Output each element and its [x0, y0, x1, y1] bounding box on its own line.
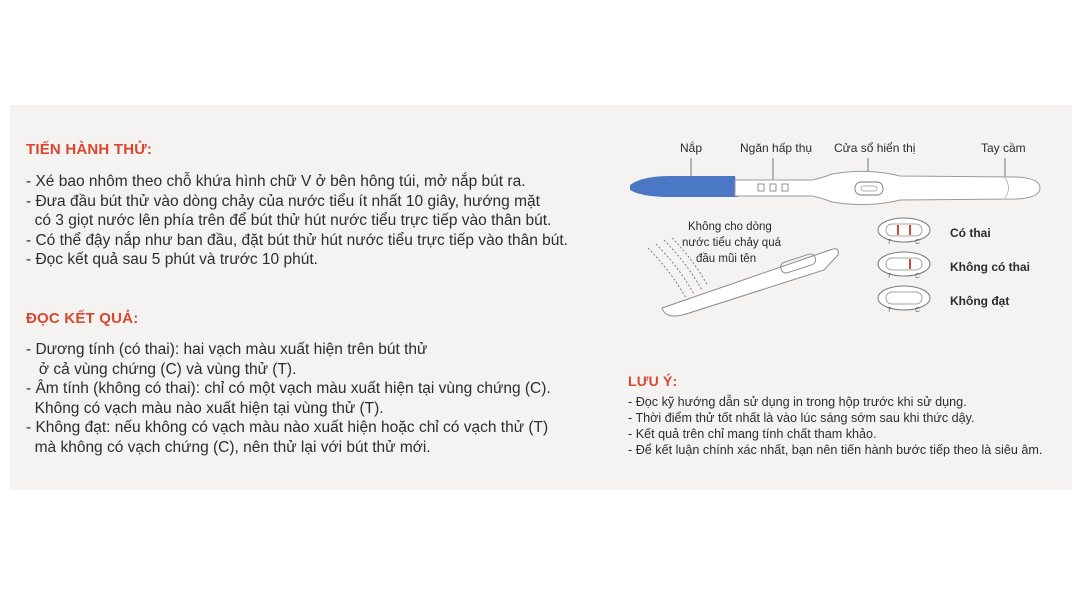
- result-invalid: [878, 286, 1009, 314]
- list-item: mà không có vạch chứng (C), nên thử lại với bút thử mới.: [26, 438, 431, 456]
- list-item: - Đưa đầu bút thử vào dòng chảy của nước tiểu ít nhất 10 giây, hướng mặt: [26, 192, 540, 210]
- svg-text:C: C: [915, 307, 921, 314]
- tilted-pen: [648, 238, 838, 316]
- list-item: ở cả vùng chứng (C) và vùng thử (T).: [26, 360, 297, 378]
- warning-line-1: Không cho dòng: [688, 221, 772, 233]
- procedure-list: [26, 172, 568, 270]
- note-heading: LƯU Ý:: [628, 373, 678, 389]
- warning-line-3: đầu mũi tên: [696, 253, 757, 265]
- list-item: - Để kết luận chính xác nhất, bạn nên tiến hành bước tiếp theo là siêu âm.: [628, 443, 1043, 457]
- note-list: [628, 394, 1042, 458]
- cap-shape: [630, 176, 738, 197]
- window-label: Cửa sổ hiển thị: [834, 141, 916, 155]
- svg-text:C: C: [915, 273, 921, 280]
- test-pen: [630, 171, 1040, 204]
- pen-body: [735, 171, 1040, 204]
- result-positive-label: Có thai: [950, 226, 991, 240]
- list-item: - Không đạt: nếu không có vạch màu nào xuất hiện hoặc chỉ có vạch thử (T): [26, 419, 549, 436]
- warning-line-2: nước tiểu chảy quá: [682, 237, 781, 249]
- list-item: Không có vạch màu nào xuất hiện tại vùng thử (T).: [26, 399, 384, 417]
- pregnancy-test-diagram: [600, 130, 1060, 330]
- svg-text:T: T: [887, 239, 892, 246]
- list-item: - Dương tính (có thai): hai vạch màu xuất hiện trên bút thử: [26, 341, 428, 358]
- list-item: - Có thể đậy nắp như ban đầu, đặt bút thử hút nước tiểu trực tiếp vào thân bút.: [26, 231, 568, 249]
- cap-label: Nắp: [680, 141, 703, 155]
- result-invalid-label: Không đạt: [950, 294, 1010, 308]
- list-item: - Xé bao nhôm theo chỗ khứa hình chữ V ở bên hông túi, mở nắp bút ra.: [26, 173, 526, 190]
- results-list: [26, 340, 551, 457]
- result-positive: [878, 218, 991, 246]
- result-negative-label: Không có thai: [950, 260, 1030, 274]
- absorbent-label: Ngăn hấp thụ: [740, 141, 813, 155]
- list-item: - Đọc kỹ hướng dẫn sử dụng in trong hộp trước khi sử dụng.: [628, 395, 967, 409]
- handle-label: Tay cầm: [981, 141, 1026, 155]
- list-item: - Thời điểm thử tốt nhất là vào lúc sáng sớm sau khi thức dậy.: [628, 411, 975, 425]
- list-item: có 3 giọt nước lên phía trên để bút thử hút nước tiểu trực tiếp vào thân bút.: [26, 212, 552, 229]
- list-item: - Đọc kết quả sau 5 phút và trước 10 phút.: [26, 251, 318, 268]
- list-item: - Kết quả trên chỉ mang tính chất tham khảo.: [628, 427, 877, 441]
- svg-text:T: T: [887, 273, 892, 280]
- result-negative: [878, 252, 1030, 280]
- results-heading: ĐỌC KẾT QUẢ:: [26, 310, 139, 327]
- procedure-heading: TIẾN HÀNH THỬ:: [26, 141, 153, 158]
- svg-text:C: C: [915, 239, 921, 246]
- list-item: - Âm tính (không có thai): chỉ có một vạch màu xuất hiện tại vùng chứng (C).: [26, 380, 551, 397]
- svg-text:T: T: [887, 307, 892, 314]
